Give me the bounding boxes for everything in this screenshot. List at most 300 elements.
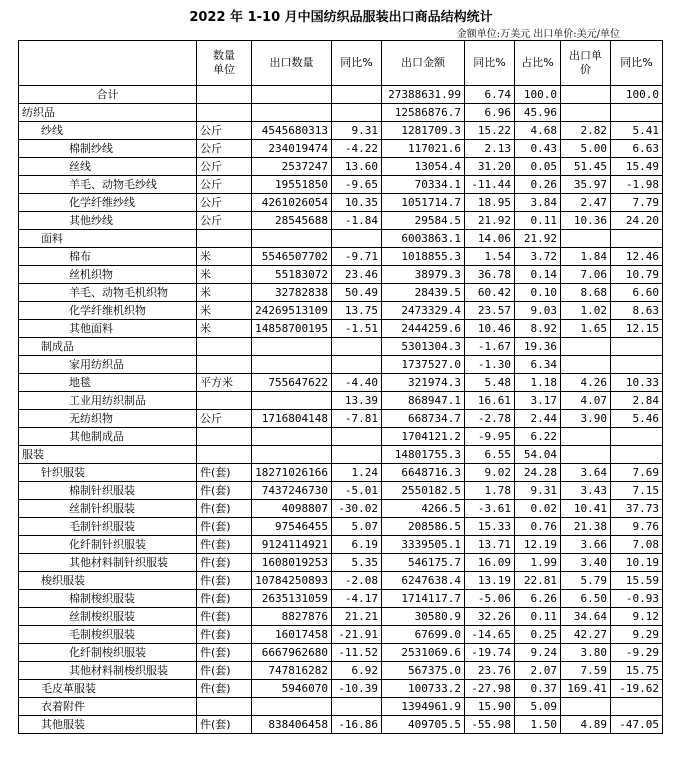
row-name: 其他材料制针织服装 xyxy=(19,554,197,572)
row-name: 羊毛、动物毛纱线 xyxy=(19,176,197,194)
row-unit-price xyxy=(561,230,611,248)
row-unit xyxy=(197,338,252,356)
row-unit: 公斤 xyxy=(197,122,252,140)
row-unit: 件(套) xyxy=(197,716,252,734)
row-share: 0.26 xyxy=(515,176,561,194)
row-export-qty xyxy=(252,356,332,374)
row-share: 2.07 xyxy=(515,662,561,680)
row-export-amount: 208586.5 xyxy=(382,518,465,536)
row-name: 地毯 xyxy=(19,374,197,392)
row-share: 0.11 xyxy=(515,212,561,230)
row-qty-yoy: 5.35 xyxy=(332,554,382,572)
row-export-qty: 24269513109 xyxy=(252,302,332,320)
header-amount: 出口金额 xyxy=(382,41,465,86)
row-share: 6.22 xyxy=(515,428,561,446)
row-price-yoy: 37.73 xyxy=(611,500,663,518)
row-amount-yoy: -14.65 xyxy=(465,626,515,644)
row-export-qty xyxy=(252,230,332,248)
row-price-yoy: -1.98 xyxy=(611,176,663,194)
row-name: 衣着附件 xyxy=(19,698,197,716)
row-price-yoy: 5.46 xyxy=(611,410,663,428)
row-unit-price xyxy=(561,356,611,374)
row-amount-yoy: 21.92 xyxy=(465,212,515,230)
row-share: 5.09 xyxy=(515,698,561,716)
row-export-qty: 2635131059 xyxy=(252,590,332,608)
row-unit-price: 34.64 xyxy=(561,608,611,626)
row-price-yoy: 7.15 xyxy=(611,482,663,500)
row-amount-yoy: 31.20 xyxy=(465,158,515,176)
row-amount-yoy: -1.67 xyxy=(465,338,515,356)
table-row xyxy=(19,176,663,194)
row-name: 化学纤维纱线 xyxy=(19,194,197,212)
row-export-amount: 1281709.3 xyxy=(382,122,465,140)
header-amount-yoy: 同比% xyxy=(465,41,515,86)
row-share: 12.19 xyxy=(515,536,561,554)
row-qty-yoy xyxy=(332,338,382,356)
row-export-qty: 5946070 xyxy=(252,680,332,698)
row-qty-yoy: 13.60 xyxy=(332,158,382,176)
row-amount-yoy: 18.95 xyxy=(465,194,515,212)
row-share: 0.14 xyxy=(515,266,561,284)
row-qty-yoy: 23.46 xyxy=(332,266,382,284)
row-export-amount: 38979.3 xyxy=(382,266,465,284)
row-price-yoy xyxy=(611,338,663,356)
row-unit: 件(套) xyxy=(197,680,252,698)
row-unit xyxy=(197,446,252,464)
row-name: 毛皮革服装 xyxy=(19,680,197,698)
table-row xyxy=(19,554,663,572)
row-unit-price xyxy=(561,428,611,446)
document-title: 2022 年 1-10 月中国纺织品服装出口商品结构统计 xyxy=(189,10,493,25)
table-row xyxy=(19,662,663,680)
row-export-qty: 234019474 xyxy=(252,140,332,158)
row-export-amount: 3339505.1 xyxy=(382,536,465,554)
row-amount-yoy: 9.02 xyxy=(465,464,515,482)
row-name: 化纤制梭织服装 xyxy=(19,644,197,662)
row-name: 制成品 xyxy=(19,338,197,356)
row-export-amount: 1051714.7 xyxy=(382,194,465,212)
row-price-yoy: 12.46 xyxy=(611,248,663,266)
row-export-qty xyxy=(252,698,332,716)
header-unit-text: 数量 单位 xyxy=(213,49,235,76)
table-row xyxy=(19,644,663,662)
row-price-yoy: 7.79 xyxy=(611,194,663,212)
row-name: 针织服装 xyxy=(19,464,197,482)
row-qty-yoy: -1.84 xyxy=(332,212,382,230)
row-amount-yoy: 15.22 xyxy=(465,122,515,140)
row-name: 服装 xyxy=(19,446,197,464)
table-row xyxy=(19,716,663,734)
row-export-amount: 13054.4 xyxy=(382,158,465,176)
row-unit: 件(套) xyxy=(197,464,252,482)
table-row xyxy=(19,572,663,590)
row-unit: 米 xyxy=(197,320,252,338)
row-export-amount: 1394961.9 xyxy=(382,698,465,716)
row-unit: 件(套) xyxy=(197,662,252,680)
row-unit-price xyxy=(561,698,611,716)
header-price-yoy: 同比% xyxy=(611,41,663,86)
row-unit: 公斤 xyxy=(197,140,252,158)
row-price-yoy: -9.29 xyxy=(611,644,663,662)
row-export-amount: 1737527.0 xyxy=(382,356,465,374)
row-share: 9.24 xyxy=(515,644,561,662)
row-export-amount: 6648716.3 xyxy=(382,464,465,482)
table-row xyxy=(19,302,663,320)
table-row xyxy=(19,356,663,374)
row-export-amount: 70334.1 xyxy=(382,176,465,194)
row-unit: 米 xyxy=(197,302,252,320)
row-qty-yoy xyxy=(332,104,382,122)
row-unit: 公斤 xyxy=(197,212,252,230)
row-amount-yoy: 10.46 xyxy=(465,320,515,338)
row-qty-yoy: 6.19 xyxy=(332,536,382,554)
row-name: 棉制针织服装 xyxy=(19,482,197,500)
row-unit-price: 1.65 xyxy=(561,320,611,338)
row-export-amount: 12586876.7 xyxy=(382,104,465,122)
row-share: 6.26 xyxy=(515,590,561,608)
row-unit-price: 4.89 xyxy=(561,716,611,734)
row-unit: 件(套) xyxy=(197,608,252,626)
row-share: 22.81 xyxy=(515,572,561,590)
row-name: 丝制针织服装 xyxy=(19,500,197,518)
row-export-amount: 117021.6 xyxy=(382,140,465,158)
row-unit: 米 xyxy=(197,284,252,302)
row-share: 54.04 xyxy=(515,446,561,464)
row-amount-yoy: 16.09 xyxy=(465,554,515,572)
row-share: 6.34 xyxy=(515,356,561,374)
table-row xyxy=(19,158,663,176)
row-export-amount: 27388631.99 xyxy=(382,86,465,104)
row-export-qty: 10784250893 xyxy=(252,572,332,590)
row-export-qty: 747816282 xyxy=(252,662,332,680)
row-unit: 件(套) xyxy=(197,626,252,644)
table-row xyxy=(19,500,663,518)
row-name: 毛制梭织服装 xyxy=(19,626,197,644)
row-share: 8.92 xyxy=(515,320,561,338)
row-qty-yoy: 13.75 xyxy=(332,302,382,320)
row-unit-price: 51.45 xyxy=(561,158,611,176)
row-amount-yoy: 2.13 xyxy=(465,140,515,158)
row-share: 0.43 xyxy=(515,140,561,158)
row-share: 4.68 xyxy=(515,122,561,140)
row-unit-price xyxy=(561,86,611,104)
row-amount-yoy: -5.06 xyxy=(465,590,515,608)
row-amount-yoy: 6.55 xyxy=(465,446,515,464)
row-export-qty: 6667962680 xyxy=(252,644,332,662)
row-unit-price: 3.40 xyxy=(561,554,611,572)
row-qty-yoy xyxy=(332,356,382,374)
row-export-qty: 4545680313 xyxy=(252,122,332,140)
row-export-qty: 755647622 xyxy=(252,374,332,392)
row-unit-price: 3.43 xyxy=(561,482,611,500)
row-unit xyxy=(197,356,252,374)
row-qty-yoy: -9.65 xyxy=(332,176,382,194)
row-unit: 件(套) xyxy=(197,572,252,590)
row-unit: 公斤 xyxy=(197,158,252,176)
row-share: 3.84 xyxy=(515,194,561,212)
row-export-qty: 1608019253 xyxy=(252,554,332,572)
row-price-yoy xyxy=(611,356,663,374)
table-row xyxy=(19,194,663,212)
row-unit-price: 4.07 xyxy=(561,392,611,410)
row-export-amount: 4266.5 xyxy=(382,500,465,518)
row-share: 0.10 xyxy=(515,284,561,302)
row-export-amount: 2473329.4 xyxy=(382,302,465,320)
row-export-amount: 5301304.3 xyxy=(382,338,465,356)
row-qty-yoy: 1.24 xyxy=(332,464,382,482)
table-header-row xyxy=(19,41,663,86)
row-price-yoy: 6.60 xyxy=(611,284,663,302)
row-export-amount: 2531069.6 xyxy=(382,644,465,662)
row-export-amount: 546175.7 xyxy=(382,554,465,572)
row-qty-yoy: -2.08 xyxy=(332,572,382,590)
row-export-qty: 97546455 xyxy=(252,518,332,536)
table-row xyxy=(19,122,663,140)
row-export-amount: 868947.1 xyxy=(382,392,465,410)
table-row xyxy=(19,626,663,644)
row-share: 24.28 xyxy=(515,464,561,482)
row-amount-yoy: 14.06 xyxy=(465,230,515,248)
table-row xyxy=(19,464,663,482)
row-unit-price: 8.68 xyxy=(561,284,611,302)
row-qty-yoy: -10.39 xyxy=(332,680,382,698)
row-amount-yoy: 6.74 xyxy=(465,86,515,104)
row-unit-price: 6.50 xyxy=(561,590,611,608)
row-amount-yoy: -1.30 xyxy=(465,356,515,374)
row-export-amount: 29584.5 xyxy=(382,212,465,230)
table-row xyxy=(19,230,663,248)
row-name: 丝制梭织服装 xyxy=(19,608,197,626)
row-qty-yoy xyxy=(332,86,382,104)
row-export-qty: 8827876 xyxy=(252,608,332,626)
row-unit-price xyxy=(561,104,611,122)
row-amount-yoy: 23.57 xyxy=(465,302,515,320)
row-unit: 件(套) xyxy=(197,536,252,554)
row-export-amount: 30580.9 xyxy=(382,608,465,626)
row-share: 0.25 xyxy=(515,626,561,644)
row-unit-price: 3.80 xyxy=(561,644,611,662)
row-unit-price: 2.47 xyxy=(561,194,611,212)
table-row xyxy=(19,266,663,284)
row-amount-yoy: 6.96 xyxy=(465,104,515,122)
row-export-amount: 28439.5 xyxy=(382,284,465,302)
row-export-amount: 1018855.3 xyxy=(382,248,465,266)
row-name: 化纤制针织服装 xyxy=(19,536,197,554)
row-qty-yoy: -21.91 xyxy=(332,626,382,644)
table-row xyxy=(19,338,663,356)
row-export-qty: 14858700195 xyxy=(252,320,332,338)
row-amount-yoy: 13.19 xyxy=(465,572,515,590)
header-unit xyxy=(197,41,252,86)
table-row xyxy=(19,446,663,464)
row-export-qty xyxy=(252,428,332,446)
row-export-qty: 1716804148 xyxy=(252,410,332,428)
row-unit-price: 21.38 xyxy=(561,518,611,536)
row-export-amount: 6247638.4 xyxy=(382,572,465,590)
row-qty-yoy: -5.01 xyxy=(332,482,382,500)
row-amount-yoy: 15.90 xyxy=(465,698,515,716)
table-row xyxy=(19,140,663,158)
table-row xyxy=(19,284,663,302)
row-unit-price xyxy=(561,338,611,356)
row-unit: 米 xyxy=(197,266,252,284)
row-amount-yoy: -2.78 xyxy=(465,410,515,428)
statistics-table xyxy=(18,40,663,734)
row-amount-yoy: 36.78 xyxy=(465,266,515,284)
row-unit-price: 4.26 xyxy=(561,374,611,392)
row-share: 0.76 xyxy=(515,518,561,536)
row-export-qty: 4261026054 xyxy=(252,194,332,212)
row-amount-yoy: 1.78 xyxy=(465,482,515,500)
row-name: 其他制成品 xyxy=(19,428,197,446)
row-name: 纺织品 xyxy=(19,104,197,122)
row-qty-yoy: -7.81 xyxy=(332,410,382,428)
row-unit-price: 42.27 xyxy=(561,626,611,644)
row-amount-yoy: -3.61 xyxy=(465,500,515,518)
row-name: 无纺织物 xyxy=(19,410,197,428)
row-share: 0.37 xyxy=(515,680,561,698)
row-unit: 件(套) xyxy=(197,554,252,572)
table-row xyxy=(19,410,663,428)
row-unit-price: 1.84 xyxy=(561,248,611,266)
row-export-qty: 28545688 xyxy=(252,212,332,230)
row-amount-yoy: 13.71 xyxy=(465,536,515,554)
row-qty-yoy xyxy=(332,428,382,446)
row-price-yoy: -47.05 xyxy=(611,716,663,734)
row-export-amount: 567375.0 xyxy=(382,662,465,680)
table-row xyxy=(19,104,663,122)
row-price-yoy: 7.69 xyxy=(611,464,663,482)
row-share: 3.17 xyxy=(515,392,561,410)
row-export-qty: 838406458 xyxy=(252,716,332,734)
row-export-amount: 2550182.5 xyxy=(382,482,465,500)
table-row xyxy=(19,392,663,410)
row-export-amount: 14801755.3 xyxy=(382,446,465,464)
row-export-amount: 1714117.7 xyxy=(382,590,465,608)
row-export-qty: 9124114921 xyxy=(252,536,332,554)
row-unit-price: 5.00 xyxy=(561,140,611,158)
row-price-yoy: 9.12 xyxy=(611,608,663,626)
row-export-amount: 321974.3 xyxy=(382,374,465,392)
row-amount-yoy: 23.76 xyxy=(465,662,515,680)
row-qty-yoy: -9.71 xyxy=(332,248,382,266)
row-export-qty: 19551850 xyxy=(252,176,332,194)
row-amount-yoy: 5.48 xyxy=(465,374,515,392)
row-unit-price: 1.02 xyxy=(561,302,611,320)
row-qty-yoy: 50.49 xyxy=(332,284,382,302)
row-name: 合计 xyxy=(19,86,197,104)
row-unit-price: 5.79 xyxy=(561,572,611,590)
row-name: 棉制梭织服装 xyxy=(19,590,197,608)
row-amount-yoy: 16.61 xyxy=(465,392,515,410)
row-unit-price: 3.90 xyxy=(561,410,611,428)
row-share: 19.36 xyxy=(515,338,561,356)
row-price-yoy xyxy=(611,104,663,122)
row-price-yoy: 10.79 xyxy=(611,266,663,284)
row-unit-price: 35.97 xyxy=(561,176,611,194)
row-qty-yoy: -30.02 xyxy=(332,500,382,518)
row-share: 2.44 xyxy=(515,410,561,428)
unit-note: 金额单位:万美元 出口单价:美元/单位 xyxy=(456,29,620,40)
row-price-yoy: -0.93 xyxy=(611,590,663,608)
row-share: 0.05 xyxy=(515,158,561,176)
row-name: 丝线 xyxy=(19,158,197,176)
row-unit xyxy=(197,230,252,248)
row-price-yoy: 12.15 xyxy=(611,320,663,338)
row-unit: 件(套) xyxy=(197,518,252,536)
row-export-amount: 100733.2 xyxy=(382,680,465,698)
header-share: 占比% xyxy=(515,41,561,86)
row-name: 纱线 xyxy=(19,122,197,140)
row-qty-yoy: 6.92 xyxy=(332,662,382,680)
row-price-yoy: 15.75 xyxy=(611,662,663,680)
table-row xyxy=(19,518,663,536)
row-qty-yoy: 21.21 xyxy=(332,608,382,626)
table-row xyxy=(19,536,663,554)
row-share: 1.99 xyxy=(515,554,561,572)
row-name: 其他纱线 xyxy=(19,212,197,230)
row-export-qty: 7437246730 xyxy=(252,482,332,500)
row-price-yoy xyxy=(611,230,663,248)
row-export-qty: 32782838 xyxy=(252,284,332,302)
row-share: 9.03 xyxy=(515,302,561,320)
row-amount-yoy: -27.98 xyxy=(465,680,515,698)
row-share: 1.50 xyxy=(515,716,561,734)
row-price-yoy: -19.62 xyxy=(611,680,663,698)
row-amount-yoy: -11.44 xyxy=(465,176,515,194)
row-amount-yoy: 60.42 xyxy=(465,284,515,302)
row-unit-price: 7.06 xyxy=(561,266,611,284)
row-amount-yoy: 32.26 xyxy=(465,608,515,626)
row-unit xyxy=(197,86,252,104)
row-share: 9.31 xyxy=(515,482,561,500)
row-unit-price: 7.59 xyxy=(561,662,611,680)
row-qty-yoy xyxy=(332,230,382,248)
row-price-yoy: 15.49 xyxy=(611,158,663,176)
row-qty-yoy: 13.39 xyxy=(332,392,382,410)
row-export-amount: 1704121.2 xyxy=(382,428,465,446)
row-price-yoy xyxy=(611,698,663,716)
row-amount-yoy: 15.33 xyxy=(465,518,515,536)
row-price-yoy: 9.29 xyxy=(611,626,663,644)
header-name xyxy=(19,41,197,86)
row-price-yoy: 15.59 xyxy=(611,572,663,590)
row-amount-yoy: -19.74 xyxy=(465,644,515,662)
row-export-qty: 4098807 xyxy=(252,500,332,518)
row-price-yoy: 8.63 xyxy=(611,302,663,320)
row-export-qty: 18271026166 xyxy=(252,464,332,482)
table-body xyxy=(19,86,663,734)
row-price-yoy: 24.20 xyxy=(611,212,663,230)
row-unit: 件(套) xyxy=(197,644,252,662)
row-export-qty xyxy=(252,338,332,356)
row-price-yoy: 2.84 xyxy=(611,392,663,410)
row-qty-yoy: 9.31 xyxy=(332,122,382,140)
header-price xyxy=(561,41,611,86)
row-name: 工业用纺织制品 xyxy=(19,392,197,410)
row-export-qty: 55183072 xyxy=(252,266,332,284)
row-price-yoy: 10.19 xyxy=(611,554,663,572)
row-qty-yoy: -11.52 xyxy=(332,644,382,662)
row-name: 羊毛、动物毛机织物 xyxy=(19,284,197,302)
row-price-yoy: 9.76 xyxy=(611,518,663,536)
row-share: 0.02 xyxy=(515,500,561,518)
row-unit: 公斤 xyxy=(197,410,252,428)
row-export-amount: 67699.0 xyxy=(382,626,465,644)
table-row xyxy=(19,482,663,500)
table-row xyxy=(19,608,663,626)
row-export-qty: 5546507702 xyxy=(252,248,332,266)
